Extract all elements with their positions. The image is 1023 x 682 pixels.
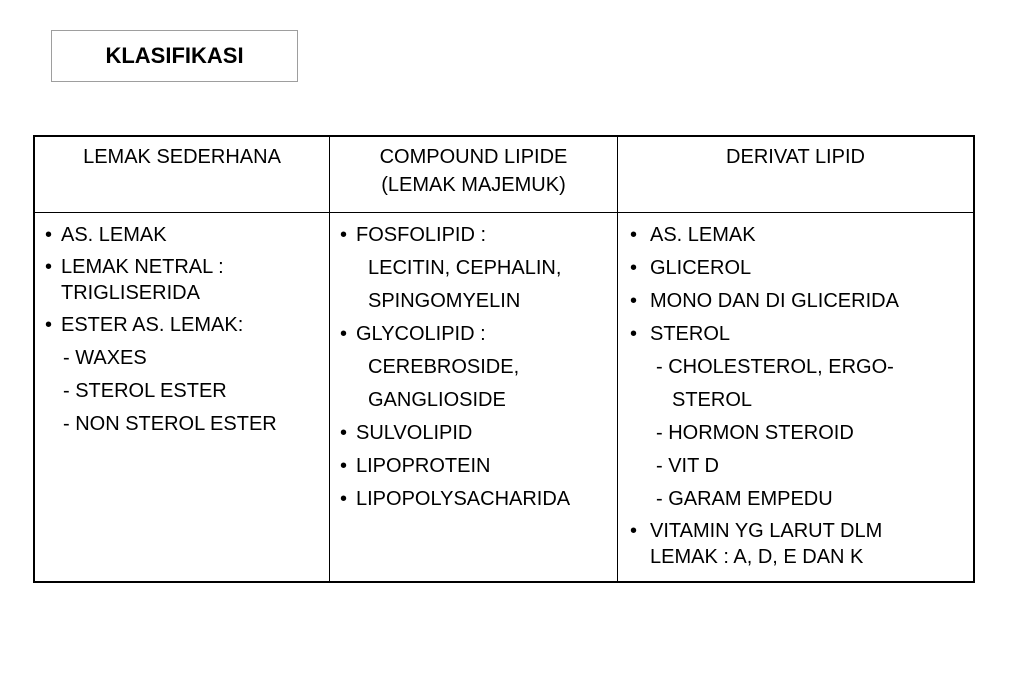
- bullet-icon: •: [340, 488, 348, 510]
- list-item: • AS. LEMAK: [618, 221, 973, 249]
- bullet-icon: •: [340, 224, 348, 246]
- list-item: • AS. LEMAK: [35, 221, 329, 249]
- list-item: • GLICEROL: [618, 254, 973, 282]
- sub-item: GANGLIOSIDE: [368, 389, 506, 411]
- sub-item: - CHOLESTEROL, ERGO-: [656, 356, 894, 378]
- header-text: LEMAK SEDERHANA: [83, 146, 281, 168]
- list-item: • STEROL: [618, 320, 973, 348]
- header-text: (LEMAK MAJEMUK): [381, 174, 566, 196]
- sub-item: SPINGOMYELIN: [368, 290, 521, 312]
- header-lemak-sederhana: [35, 137, 330, 213]
- bullet-icon: •: [630, 224, 638, 246]
- cell-lemak-sederhana: [35, 213, 330, 581]
- cell-compound-lipide: [330, 213, 618, 581]
- sub-item: - HORMON STEROID: [656, 422, 854, 444]
- sub-item: - STEROL ESTER: [63, 380, 227, 402]
- list-item: • LIPOPOLYSACHARIDA: [330, 485, 617, 513]
- list-item: • GLYCOLIPID :: [330, 320, 617, 348]
- bullet-icon: •: [340, 422, 348, 444]
- list-item: • ESTER AS. LEMAK:: [35, 311, 329, 339]
- bullet-icon: •: [630, 257, 638, 279]
- header-derivat-lipid: [618, 137, 973, 213]
- bullet-icon: •: [340, 455, 348, 477]
- bullet-icon: •: [45, 256, 53, 278]
- list-item: • SULVOLIPID: [330, 419, 617, 447]
- header-text: DERIVAT LIPID: [726, 146, 865, 168]
- bullet-icon: •: [630, 520, 638, 542]
- sub-item: CEREBROSIDE,: [368, 356, 520, 378]
- header-text: COMPOUND LIPIDE: [379, 146, 568, 168]
- sub-item: - GARAM EMPEDU: [656, 488, 833, 510]
- bullet-icon: •: [340, 323, 348, 345]
- bullet-icon: •: [630, 323, 638, 345]
- sub-item: LECITIN, CEPHALIN,: [368, 257, 562, 279]
- list-item: • VITAMIN YG LARUT DLM LEMAK : A, D, E DAN K: [630, 520, 883, 568]
- bullet-icon: •: [630, 290, 638, 312]
- page-title: KLASIFIKASI: [51, 30, 298, 82]
- sub-item: - WAXES: [63, 347, 147, 369]
- header-compound-lipide: [330, 137, 618, 213]
- sub-item: - VIT D: [656, 455, 719, 477]
- sub-item: STEROL: [672, 389, 753, 411]
- bullet-icon: •: [45, 314, 53, 336]
- bullet-icon: •: [45, 224, 53, 246]
- sub-item: - NON STEROL ESTER: [63, 413, 277, 435]
- list-item: • LIPOPROTEIN: [330, 452, 617, 480]
- list-item: • LEMAK NETRAL : TRIGLISERIDA: [45, 256, 224, 304]
- classification-table: [33, 135, 975, 583]
- cell-derivat-lipid: [618, 213, 973, 581]
- list-item: • FOSFOLIPID :: [330, 221, 617, 249]
- list-item: • MONO DAN DI GLICERIDA: [618, 287, 973, 315]
